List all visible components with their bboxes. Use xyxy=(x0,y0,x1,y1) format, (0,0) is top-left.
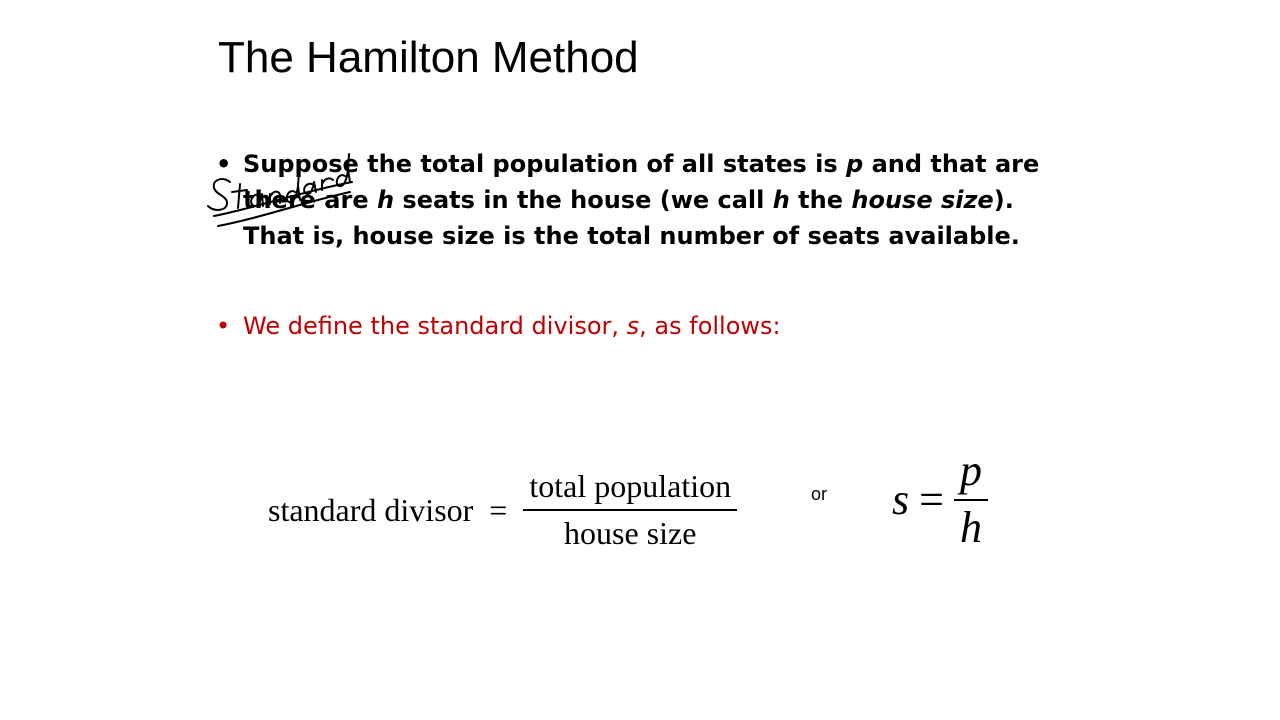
or-label: or xyxy=(811,484,828,504)
handwritten-annotation-standard xyxy=(200,140,360,230)
bullet-text xyxy=(243,308,781,344)
formula-standard-divisor-symbolic xyxy=(892,446,988,553)
bullet-text-part: We define the standard divisor, xyxy=(243,312,627,340)
variable-h: h xyxy=(772,186,790,214)
bullet-text-part: seats in the house (we call xyxy=(394,186,773,214)
equals-sign: = xyxy=(919,475,944,525)
slide-title: The Hamilton Method xyxy=(218,33,639,82)
fraction-numerator: total population xyxy=(529,468,732,505)
fraction-bar xyxy=(523,509,737,511)
equals-sign: = xyxy=(489,491,508,528)
bullet-text-part: the xyxy=(789,186,852,214)
term-house-size: house size xyxy=(851,186,994,214)
formula-standard-divisor-words xyxy=(268,468,737,551)
formula-lhs: s xyxy=(892,475,910,525)
bullet-text xyxy=(243,146,1066,254)
variable-p: p xyxy=(846,150,864,178)
fraction xyxy=(523,468,737,552)
bullet-text-part: , as follows: xyxy=(639,312,781,340)
variable-h: h xyxy=(376,186,395,214)
bullet-marker: • xyxy=(216,312,231,340)
fraction-numerator: p xyxy=(959,446,982,495)
fraction xyxy=(954,446,988,553)
fraction-bar xyxy=(954,499,988,501)
fraction-denominator: h xyxy=(959,502,982,552)
fraction-denominator: house size xyxy=(564,515,697,551)
formula-lhs: standard divisor xyxy=(268,491,474,528)
bullet-text-part: and that are there are xyxy=(243,150,1040,214)
bullet-marker: • xyxy=(216,150,232,178)
bullet-text-part: ). That is, house size is the total number of seats available. xyxy=(243,186,1020,250)
bullet-text-part: Suppose the total population of all states is xyxy=(243,150,847,178)
variable-s: s xyxy=(626,312,640,340)
